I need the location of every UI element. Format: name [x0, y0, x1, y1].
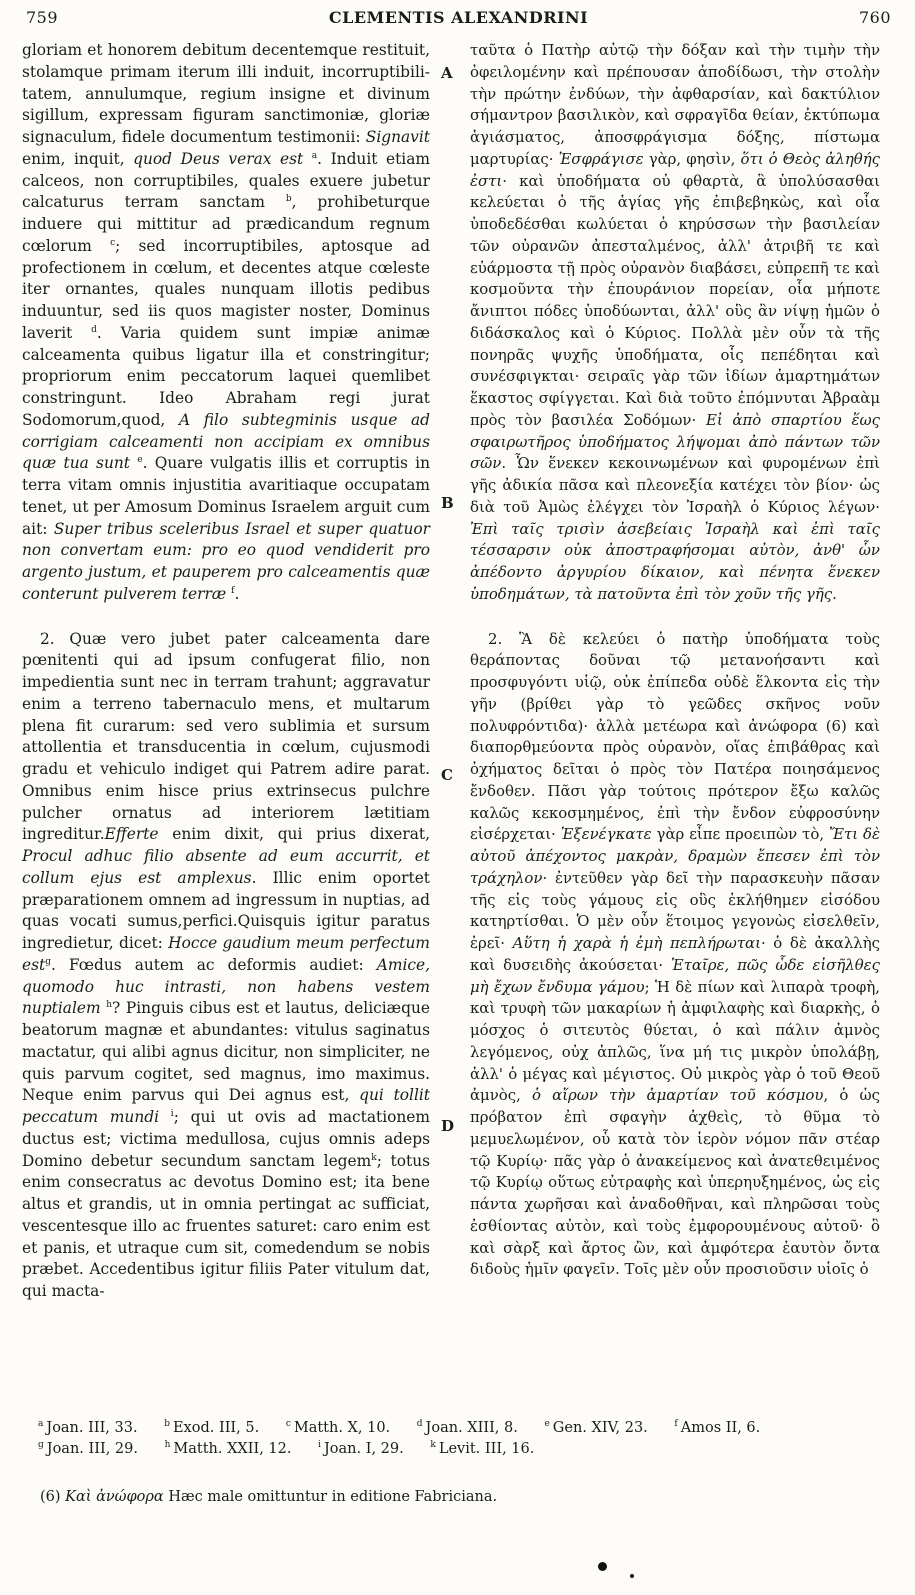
greek-column	[470, 40, 880, 1281]
ink-dot	[598, 1562, 607, 1571]
latin-paragraph-2: 2. Quæ vero jubet pater calceamenta dare pœnitenti qui ad ipsum confugerat filio, non impedientia sunt nec in terram trahunt; aggravatur enim a terreno tabernaculo mens, et multarum plena fit curarum: sed vero sublimia et sursum attollentia et transducentia in cœlum, cujusmodi gradu et vehiculo indiget qui Patrem adire parat. Omnibus enim hisce prius extrinsecus pulchre pulcher ornatus ad interiorem lætitiam ingreditur.Efferte enim dixit, qui prius dixerat, Procul adhuc filio absente ad eum accurrit, et collum ejus est amplexus. Illic enim oportet præparationem omnem ad ingressum in nuptias, ad quas vocati sumus,perfici.Quisquis igitur paratus ingredietur, dicet: Hocce gaudium meum perfectum est$^g$. Fœdus autem ac deformis audiet: Amice, quomodo huc intrasti, non habens vestem nuptialem $^h$? Pinguis cibus est et lautus, deliciæque beatorum magnæ et abundantes: vitulus saginatus mactatur, qui alibi agnus dicitur, non simpliciter, ne quis parvum cogitet, sed magnus, imo maximus. Neque enim parvus qui Dei agnus est, qui tollit peccatum mundi $^i$; qui ut ovis ad mactationem ductus est; victima medullosa, cujus omnis adeps Domino debetur secundum sanctam legem$^k$; totus enim consecratus ac devotus Domino est; ita bene altus et grandis, ut in omnia pertingat ac sufficiat, vescentesque illo ac fruentes saturet: caro enim est et panis, et utraque cum sit, comedendum se nobis præbet. Accedentibus igitur filiis Pater vitulum dat, qui macta-	[22, 629, 431, 1300]
footnote-mark: f	[231, 585, 235, 596]
page-number-right: 760	[858, 8, 891, 27]
editor-note: (6) Καὶ ἀνώφορα Hæc male omittuntur in editione Fabriciana.	[40, 1489, 498, 1505]
greek-paragraph-1: ταῦτα ὁ Πατὴρ αὐτῷ τὴν δόξαν καὶ τὴν τιμὴν τὴν ὀφειλομένην καὶ πρέπουσαν ἀποδίδωσι, τὴν στολὴν τὴν πρώτην ἐνδύων, τὴν ἀφθαρσίαν, καὶ δακτύλιον σήμαντρον βασιλικὸν, καὶ σφραγῖδα θείαν, ἐκτύπωμα ἁγιάσματος, ἀποσφράγισμα δόξης, πίστωμα μαρτυρίας· Ἐσφράγισε γὰρ, φησὶν, ὅτι ὁ Θεὸς ἀληθής ἐστι· καὶ ὑποδήματα οὐ φθαρτὰ, ἃ ὑπολύσασθαι κελεύεται ὁ τῆς ἁγίας γῆς ἐπιβεβηκὼς, καὶ οἷα ὑποδεδέσθαι κωλύεται ὁ κηρύσσων τὴν βασιλείαν τῶν οὐρανῶν ἀπεσταλμένος, ἀλλ' ἀτριβῆ τε καὶ εὐάρμοστα τῇ πρὸς οὐρανὸν διαβάσει, εὐπρεπῆ τε καὶ κοσμοῦντα τὴν ἐπουράνιον πορείαν, οἷα μήποτε ἄνιπτοι πόδες ὑποδύωνται, ἀλλ' οὓς ἂν νίψῃ ἡμῶν ὁ διδάσκαλος καὶ ὁ Κύριος. Πολλὰ μὲν οὖν τὰ τῆς πονηρᾶς ψυχῆς ὑποδήματα, οἷς πεπέδηται καὶ συνέσφιγκται· σειραῖς γὰρ τῶν ἰδίων ἁμαρτημάτων ἕκαστος σφίγγεται. Καὶ διὰ τοῦτο ἐπόμνυται Ἀβραὰμ πρὸς τὸν βασιλέα Σοδόμων· Εἰ ἀπὸ σπαρτίου ἕως σφαιρωτῆρος ὑποδήματος λήψομαι ἀπὸ πάντων τῶν σῶν. Ὧν ἕνεκεν κεκοινωμένων καὶ φυρομένων ἐπὶ γῆς ἀδικία πᾶσα καὶ πλεονεξία κατέχει τὸν βίον· ὡς διὰ τοῦ Ἀμὼς ἐλέγχει τὸν Ἰσραὴλ ὁ Κύριος λέγων· Ἐπὶ ταῖς τρισὶν ἀσεβείαις Ἰσραὴλ καὶ ἐπὶ ταῖς τέσσαρσιν οὐκ ἀποστραφήσομαι αὐτὸν, ἀνθ' ὧν ἀπέδοντο ἀργυρίου δίκαιον, καὶ πένητα ἕνεκεν ὑποδημάτων, τὰ πατοῦντα ἐπὶ τὸν χοῦν τῆς γῆς.	[470, 41, 881, 603]
footnote-mark: h	[106, 1000, 113, 1011]
footnote-mark: a	[311, 150, 318, 161]
margin-letter-b: B	[441, 494, 454, 512]
footnote-mark: i	[170, 1108, 174, 1119]
footnote-mark: g	[45, 956, 51, 967]
margin-letter-c: C	[441, 766, 453, 784]
footnote: $^i$ Joan. I, 29.	[318, 1440, 404, 1457]
footnote-mark: b	[285, 194, 292, 205]
footnote-mark: e	[137, 455, 143, 466]
running-title: CLEMENTIS ALEXANDRINI	[328, 8, 589, 27]
footnote: $^a$ Joan. III, 33.	[38, 1419, 138, 1436]
latin-paragraph-1: gloriam et honorem debitum decentemque restituit, stolamque primam iterum illi induit, incorruptibili-tatem, annulumque, regium insigne et divinum sigillum, expressam figuram sanctimoniæ, gloriæ signaculum, fidele documentum testimonii: Signavit enim, inquit, quod Deus verax est $^a$. Induit etiam calceos, non corruptibiles, quales exuere jubetur calcaturus terram sanctam $^b$, prohibeturque induere qui mittitur ad prædicandum regnum cœlorum $^c$; sed incorruptibiles, aptosque ad profectionem in cœlum, et decentes atque cœleste iter ornantes, quales nunquam illotis pedibus induuntur, sed iis quos magister noster, Dominus laverit $^d$. Varia quidem sunt impiæ animæ calceamenta quibus ligatur illa et constringitur; propriorum enim peccatorum laquei quemlibet constringunt. Ideo Abraham regi jurat Sodomorum,quod, A filo subtegminis usque ad corrigiam calceamenti non accipiam ex omnibus quæ tua sunt $^e$. Quare vulgatis illis et corruptis in terra vitam omnis injustitia avaritiaque occupatam tenet, ut per Amosum Dominus Israelem arguit cum ait: Super tribus sceleribus Israel et super quatuor non convertam eum: pro eo quod vendiderit pro argento justum, et pauperem pro calceamentis quæ conterunt pulverem terræ $^f$.	[22, 41, 431, 603]
ink-dot	[630, 1574, 634, 1578]
page-header	[26, 8, 891, 32]
margin-letter-a: A	[441, 64, 453, 82]
footnote: $^g$ Joan. III, 29.	[38, 1440, 138, 1457]
margin-letter-d: D	[441, 1117, 455, 1135]
footnotes-line-2	[38, 1441, 887, 1457]
footnote: $^c$ Matth. X, 10.	[285, 1419, 391, 1436]
ink-specks	[598, 1560, 638, 1580]
greek-paragraph-2: 2. Ἃ δὲ κελεύει ὁ πατὴρ ὑποδήματα τοὺς θεράποντας δοῦναι τῷ μετανοήσαντι καὶ προσφυγόντι υἱῷ, οὐκ ἐπίπεδα οὐδὲ ἕλκοντα εἰς τὴν γῆν (βρίθει γὰρ τὸ γεῶδες σκῆνος νοῦν πολυφρόντιδα)· ἀλλὰ μετέωρα καὶ ἀνώφορα (6) καὶ διαπορθμεύοντα πρὸς οὐρανὸν, οἵας ἐπιβάθρας καὶ ὀχήματος δεῖται ὁ πρὸς τὸν Πατέρα ποιησάμενος ἔνδοθεν. Πᾶσι γὰρ τούτοις πρότερον ἔξω καλῶς καλῶς κεκοσμημένος, ἐπὶ τὴν ἔνδον εὐφροσύνην εἰσέρχεται· Ἐξενέγκατε γὰρ εἶπε προειπὼν τὸ, Ἔτι δὲ αὐτοῦ ἀπέχοντος μακρὰν, δραμὼν ἔπεσεν ἐπὶ τὸν τράχηλον· ἐντεῦθεν γὰρ δεῖ τὴν παρασκευὴν πᾶσαν τῆς εἰς τοὺς γάμους εἰς οὓς ἐκλήθημεν εἰσόδου κατηρτίσθαι. Ὁ μὲν οὖν ἕτοιμος γεγονὼς εἰσελθεῖν, ἐρεῖ· Αὕτη ἡ χαρὰ ἡ ἐμὴ πεπλήρωται· ὁ δὲ ἀκαλλὴς καὶ δυσειδὴς ἀκούσεται· Ἑταῖρε, πῶς ὧδε εἰσῆλθες μὴ ἔχων ἔνδυμα γάμου; Ἡ δὲ πίων καὶ λιπαρὰ τροφὴ, καὶ τρυφὴ τῶν μακαρίων ἡ ἀμφιλαφὴς καὶ διαρκὴς, ὁ μόσχος ὁ σιτευτὸς θύεται, ὁ καὶ πάλιν ἀμνὸς λεγόμενος, οὐχ ἁπλῶς, ἵνα μή τις μικρὸν ὑπολάβῃ, ἀλλ' ὁ μέγας καὶ μέγιστος. Οὐ μικρὸς γὰρ ὁ τοῦ Θεοῦ ἀμνὸς, ὁ αἴρων τὴν ἁμαρτίαν τοῦ κόσμου, ὁ ὡς πρόβατον ἐπὶ σφαγὴν ἀχθεὶς, τὸ θῦμα τὸ μεμυελωμένον, οὗ κατὰ τὸν ἱερὸν νόμον πᾶν στέαρ τῷ Κυρίῳ· πᾶς γὰρ ὁ ἀνακείμενος καὶ ἀνατεθειμένος τῷ Κυρίῳ οὕτως εὐτραφὴς καὶ ὑπερηυξημένος, ὡς εἰς πάντα χωρῆσαι καὶ ἀναδοθῆναι, καὶ πληρῶσαι τοὺς ἐσθίοντας αὐτὸν, καὶ τοὺς ἐμφορουμένους αὐτοῦ· ὃ καὶ σὰρξ καὶ ἄρτος ὢν, καὶ ἀμφότερα ἑαυτὸν ὄντα διδοὺς ἡμῖν φαγεῖν. Τοῖς μὲν οὖν προσιοῦσιν υἱοῖς ὁ	[470, 629, 881, 1279]
footnote: $^b$ Exod. III, 5.	[164, 1419, 260, 1436]
footnote: $^e$ Gen. XIV, 23.	[544, 1419, 648, 1436]
footnote: $^f$ Amos II, 6.	[674, 1419, 761, 1436]
footnote-mark: c	[110, 237, 116, 248]
footnote: $^h$ Matth. XXII, 12.	[164, 1440, 292, 1457]
latin-column	[22, 40, 430, 1303]
footnote-mark: d	[91, 324, 97, 335]
footnote: $^k$ Levit. III, 16.	[430, 1440, 535, 1457]
page-number-left: 759	[26, 8, 59, 27]
footnote: $^d$ Joan. XIII, 8.	[416, 1419, 518, 1436]
footnote-mark: k	[371, 1152, 377, 1163]
footnotes-line-1	[38, 1420, 887, 1436]
